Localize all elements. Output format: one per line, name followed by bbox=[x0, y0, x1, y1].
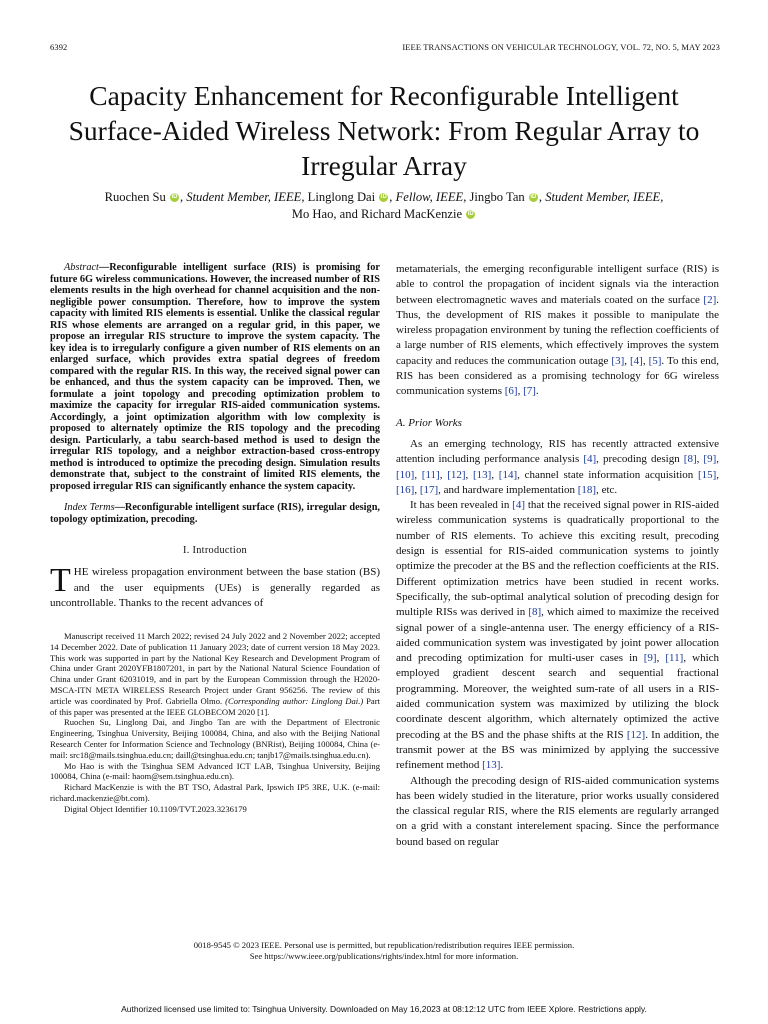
citation-link[interactable]: [2] bbox=[703, 293, 717, 306]
citation-link[interactable]: [3] bbox=[611, 354, 625, 367]
section-heading: I. Introduction bbox=[183, 545, 247, 556]
index-terms-text: —Reconfigurable intelligent surface (RIS), irregular design, topology optimization, precoding. bbox=[50, 502, 380, 525]
citation-link[interactable]: [9] bbox=[643, 652, 657, 665]
orcid-icon[interactable]: iD bbox=[380, 194, 387, 200]
journal-header: IEEE TRANSACTIONS ON VEHICULAR TECHNOLOGY, VOL. 72, NO. 5, MAY 2023 bbox=[402, 42, 720, 52]
paper-title: Capacity Enhancement for Reconfigurable Intelligent Surface-Aided Wireless Network: From Regular Array to Irregular Array bbox=[68, 80, 700, 181]
citation-link[interactable]: [13] bbox=[482, 759, 501, 772]
abstract-label: Abstract bbox=[64, 262, 99, 273]
author-role: Student Member, IEEE, bbox=[545, 190, 664, 204]
rights-link[interactable]: See https://www.ieee.org/publications/rights/index.html for more information. bbox=[249, 951, 519, 961]
intro-text: wireless propagation environment between the base station (BS) and the user equipments (UEs) is generally regarded as uncontrollable. Thanks to the recent advances of bbox=[50, 566, 380, 609]
author-role: Fellow, IEEE bbox=[395, 190, 464, 204]
left-column bbox=[50, 262, 380, 815]
author-list: Ruochen Su iD , Student Member, IEEE, Linglong Dai iD , Fellow, IEEE, Jingbo Tan iD , Student Member, IEEE, Mo Hao, and Richard MacKenzie iD bbox=[104, 190, 664, 221]
citation-link[interactable]: [4] bbox=[512, 499, 525, 512]
citation-link[interactable]: [18] bbox=[577, 483, 597, 496]
abstract bbox=[50, 262, 380, 492]
page-number: 6392 bbox=[50, 42, 68, 52]
footnotes bbox=[50, 631, 380, 815]
body-paragraph: Although the precoding design of RIS-aided communication systems has been widely studied in the literature, prior works usually considered the classical regular RIS, where the RIS elements are regularly arranged on a grid with a constant interelement spacing. Since the performance bound based on regular bbox=[396, 774, 719, 848]
orcid-icon[interactable]: iD bbox=[530, 194, 537, 200]
citation-link[interactable]: [4] bbox=[630, 354, 643, 367]
citation-link[interactable]: [12] bbox=[447, 468, 466, 481]
citation-link[interactable]: [12] bbox=[626, 728, 646, 741]
index-terms bbox=[50, 502, 380, 525]
citation-link[interactable]: [14] bbox=[498, 468, 518, 481]
orcid-icon[interactable]: iD bbox=[467, 211, 474, 217]
author-name: Jingbo Tan bbox=[469, 190, 525, 204]
body-paragraph: As an emerging technology, RIS has recently attracted extensive attention including performance analysis [4], precoding design [8], [9], [10], [11], [12], [13], [14], channel state information acquisition [15], [16], [17], and hardware implementation [18], etc. bbox=[396, 437, 720, 496]
intro-first-word: HE bbox=[73, 566, 89, 579]
footnote: Ruochen Su, Linglong Dai, and Jingbo Tan are with the Department of Electronic Engineering, Tsinghua University, Beijing 100084, China, and also with the Beijing National Research Center for Information Science and Technology (BNRist), Beijing 100084, China (e-mail: src18@mails.tsinghua.edu.cn; daill@tsinghua.edu.cn; tanjb17@mails.tsinghua.edu.cn). bbox=[50, 717, 380, 760]
footnote: Mo Hao is with the Tsinghua SEM Advanced ICT LAB, Tsinghua University, Beijing 100084, China (e-mail: haom@sem.tsinghua.edu.cn). bbox=[50, 760, 380, 782]
corresponding-author: (Corresponding author: Linglong Dai.) bbox=[225, 695, 364, 706]
drop-cap: T bbox=[50, 562, 71, 600]
citation-link[interactable]: [13] bbox=[472, 468, 492, 481]
citation-link[interactable]: [7] bbox=[523, 385, 536, 398]
citation-link[interactable]: [17] bbox=[419, 483, 439, 496]
author-role: Student Member, IEEE bbox=[186, 190, 302, 204]
right-column bbox=[396, 262, 719, 850]
citation-link[interactable]: [11] bbox=[421, 468, 440, 481]
body-paragraph: metamaterials, the emerging reconfigurable intelligent surface (RIS) is able to control the propagation of incident signals via the interaction between electromagnetic waves and materials coated on the surface [2]. Thus, the development of RIS makes it possible to manipulate the wireless propagation environment by tuning the reflection coefficients of a large number of RIS elements, which effectively improves the system capacity and reduces the communication outage [3], [4], [5]. To this end, RIS has been considered as a promising technology for 6G wireless communication systems [6], [7]. bbox=[396, 263, 719, 398]
footnote: Richard MacKenzie is with the BT TSO, Adastral Park, Ipswich IP5 3RE, U.K. (e-mail: richard.mackenzie@bt.com). bbox=[50, 782, 380, 804]
citation-link[interactable]: [15] bbox=[697, 468, 717, 481]
index-terms-label: Index Terms bbox=[64, 502, 115, 513]
citation-link[interactable]: [8] bbox=[528, 606, 542, 619]
orcid-icon[interactable]: iD bbox=[171, 194, 178, 200]
citation-link[interactable]: [10] bbox=[396, 468, 415, 481]
author-name: Ruochen Su bbox=[104, 190, 166, 204]
subsection-heading: A. Prior Works bbox=[396, 416, 462, 429]
citation-link[interactable]: [5] bbox=[648, 354, 662, 367]
citation-link[interactable]: [8] bbox=[683, 453, 697, 466]
citation-link[interactable]: [16] bbox=[396, 483, 415, 496]
citation-link[interactable]: [9] bbox=[703, 453, 717, 466]
citation-link[interactable]: [4] bbox=[583, 453, 597, 466]
author-name: Linglong Dai bbox=[307, 190, 376, 204]
citation-link[interactable]: [11] bbox=[665, 652, 684, 665]
copyright-line: 0018-9545 © 2023 IEEE. Personal use is permitted, but republication/redistribution requires IEEE permission. bbox=[193, 940, 575, 950]
citation-link[interactable]: [6] bbox=[504, 385, 518, 398]
abstract-text: —Reconfigurable intelligent surface (RIS) is promising for future 6G wireless communications. However, the increased number of RIS elements results in the high overhead for channel acquisition and the non-negligible power consumption. Therefore, how to improve the system capacity with limited RIS elements is essential. Unlike the classical regular RIS whose elements are arranged on a regular grid, in this paper, we propose an irregular RIS structure to improve the system capacity. The key idea is to irregularly configure a given number of RIS elements on an enlarged surface, which provides extra spatial degrees of freedom compared with the regular RIS. In this way, the received signal power can be enhanced, and thus the system capacity can be improved. Then, we formulate a joint topology and precoding optimization problem to maximize the capacity for irregular RIS-aided communication systems. Accordingly, a joint optimization algorithm with low complexity is proposed to alternately optimize the RIS topology and the precoding design. Particularly, a tabu search-based method is used to design the irregular RIS topology, and a neighbor extraction-based cross-entropy method is introduced to optimize the precoding design. Simulation results demonstrate that, subject to the constraint of limited RIS elements, the proposed irregular RIS can significantly enhance the system capacity. bbox=[50, 262, 380, 492]
body-paragraph: It has been revealed in [4] that the received signal power in RIS-aided wireless communication systems is quadratically proportional to the number of RIS elements. To achieve this exciting result, precoding design is essential for RIS-aided communication systems to jointly optimize the precoder at the BS and the reflection coefficients at the RIS. Different optimization metrics have been studied in recent works. Specifically, the sub-optimal analytical solution of precoding design for multiple RISs was derived in [8], which aimed to maximize the received signal power of a single-antenna user. The energy efficiency of a RIS-aided communication system was investigated by joint power allocation and precoding optimization for multi-user cases in [9], [11], which employed gradient descent search and sequential fractional programming. Moreover, the weighted sum-rate of all users in a RIS-aided communication system was maximized by utilizing the block coordinate descent algorithm, which alternately optimized the active precoding at the BS and the phase shifts at the RIS [12]. In addition, the transmit power at the BS was minimized by applying the successive refinement method [13]. bbox=[396, 499, 720, 772]
author-name: Mo Hao, and Richard MacKenzie bbox=[291, 207, 463, 221]
license-notice: Authorized licensed use limited to: Tsinghua University. Downloaded on May 16,2023 at 08:12:12 UTC from IEEE Xplore. Restrictions apply. bbox=[121, 1004, 647, 1014]
footnote: Manuscript received 11 March 2022; revised 24 July 2022 and 2 November 2022; accepted 14 December 2022. Date of publication 11 January 2023; date of current version 18 May 2023. This work was supported in part by the National Key Research and Development Program of China under Grant 2020YFB1807201, in part by the National Natural Science Foundation of China under Grant 62031019, and in part by the European Commission through the H2020-MSCA-ITN META WIRELESS Research Project under Grant 956256. The review of this article was coordinated by Prof. Gabriella Olmo. (Corresponding author: Linglong Dai.) Part of this paper was presented at the IEEE GLOBECOM 2020 [1]. bbox=[50, 631, 380, 717]
intro-paragraph bbox=[50, 562, 380, 611]
doi-footnote: Digital Object Identifier 10.1109/TVT.2023.3236179 bbox=[64, 803, 247, 814]
copyright-notice bbox=[50, 940, 718, 962]
